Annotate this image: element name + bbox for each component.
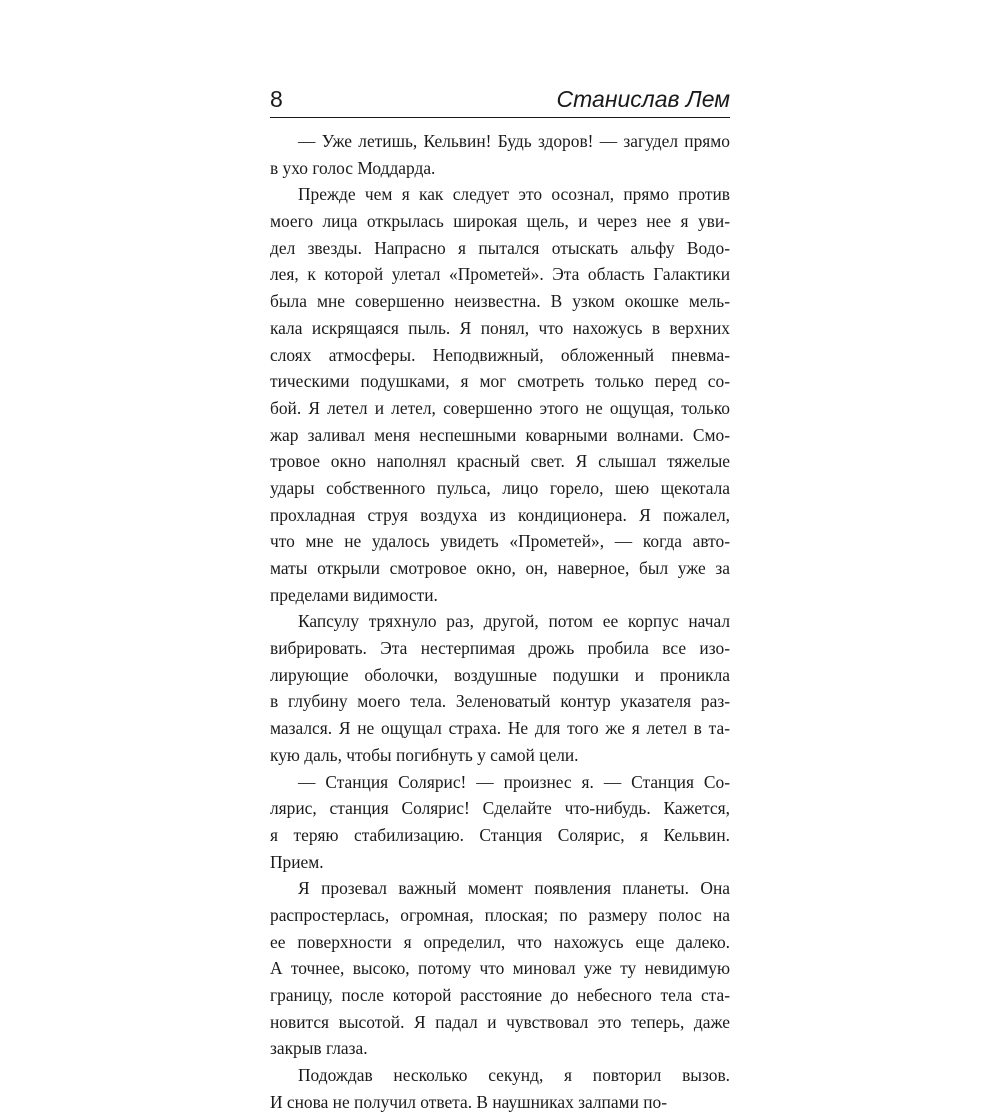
text-line: жар заливал меня неспешными коварными волнами. Смо-: [270, 424, 730, 445]
text-line: что мне не удалось увидеть «Прометей», — когда авто-: [270, 531, 730, 552]
paragraph: [270, 181, 730, 608]
text-line: кую даль, чтобы погибнуть у самой цели.: [270, 744, 579, 765]
text-line: ее поверхности я определил, что нахожусь еще далеко.: [270, 931, 730, 952]
text-line: новится высотой. Я падал и чувствовал это теперь, даже: [270, 1011, 730, 1032]
text-line: лярис, станция Солярис! Сделайте что-нибудь. Кажется,: [270, 798, 730, 819]
text-line: прохладная струя воздуха из кондиционера. Я пожалел,: [270, 504, 730, 525]
text-line: лирующие оболочки, воздушные подушки и проникла: [270, 664, 730, 685]
text-line: мазался. Я не ощущал страха. Не для того же я летел в та-: [270, 718, 730, 739]
text-line: Подождав несколько секунд, я повторил вызов.: [298, 1065, 730, 1086]
text-line: И снова не получил ответа. В наушниках залпами по-: [270, 1091, 668, 1112]
text-line: в ухо голос Моддарда.: [270, 157, 436, 178]
text-line: вибрировать. Эта нестерпимая дрожь пробила все изо-: [270, 638, 730, 659]
page-number: 8: [270, 86, 283, 112]
paragraph: [270, 1062, 730, 1115]
text-line: Прежде чем я как следует это осознал, прямо против: [298, 184, 730, 205]
text-line: — Уже летишь, Кельвин! Будь здоров! — загудел прямо: [298, 131, 730, 151]
text-line: моего лица открылась широкая щель, и через нее я уви-: [270, 211, 730, 232]
text-line: тровое окно наполнял красный свет. Я слышал тяжелые: [270, 451, 730, 472]
paragraph: [270, 769, 730, 876]
text-line: пределами видимости.: [270, 584, 438, 605]
header-rule: [270, 117, 730, 118]
text-line: — Станция Солярис! — произнес я. — Станция Со-: [298, 771, 730, 792]
text-line: слоях атмосферы. Неподвижный, обложенный пневма-: [270, 344, 730, 365]
paragraph: [270, 128, 730, 181]
paragraph: [270, 875, 730, 1062]
text-line: лея, к которой улетал «Прометей». Эта область Галактики: [270, 264, 730, 285]
page-header: [270, 84, 730, 114]
paragraph: [270, 608, 730, 768]
text-line: я теряю стабилизацию. Станция Солярис, я Кельвин.: [270, 824, 730, 845]
text-line: Прием.: [270, 851, 324, 872]
text-line: Капсулу тряхнуло раз, другой, потом ее корпус начал: [298, 611, 730, 632]
running-head-author: Станислав Лем: [556, 86, 730, 112]
body-text: [270, 128, 730, 1115]
text-line: Я прозевал важный момент появления планеты. Она: [298, 878, 730, 899]
text-line: тическими подушками, я мог смотреть только перед со-: [270, 371, 730, 392]
text-line: дел звезды. Напрасно я пытался отыскать альфу Водо-: [270, 237, 730, 258]
text-line: в глубину моего тела. Зеленоватый контур указателя раз-: [270, 691, 730, 712]
text-line: распростерлась, огромная, плоская; по размеру полос на: [270, 904, 730, 925]
text-line: удары собственного пульса, лицо горело, шею щекотала: [270, 477, 730, 498]
text-line: бой. Я летел и летел, совершенно этого не ощущая, только: [270, 397, 730, 418]
text-line: закрыв глаза.: [270, 1038, 368, 1059]
text-line: маты открыли смотровое окно, он, наверное, был уже за: [270, 558, 730, 578]
text-line: была мне совершенно неизвестна. В узком окошке мель-: [270, 291, 730, 312]
text-line: кала искрящаяся пыль. Я понял, что нахожусь в верхних: [270, 317, 730, 338]
text-line: границу, после которой расстояние до небесного тела ста-: [270, 985, 730, 1005]
text-line: А точнее, высоко, потому что миновал уже ту невидимую: [270, 958, 730, 979]
